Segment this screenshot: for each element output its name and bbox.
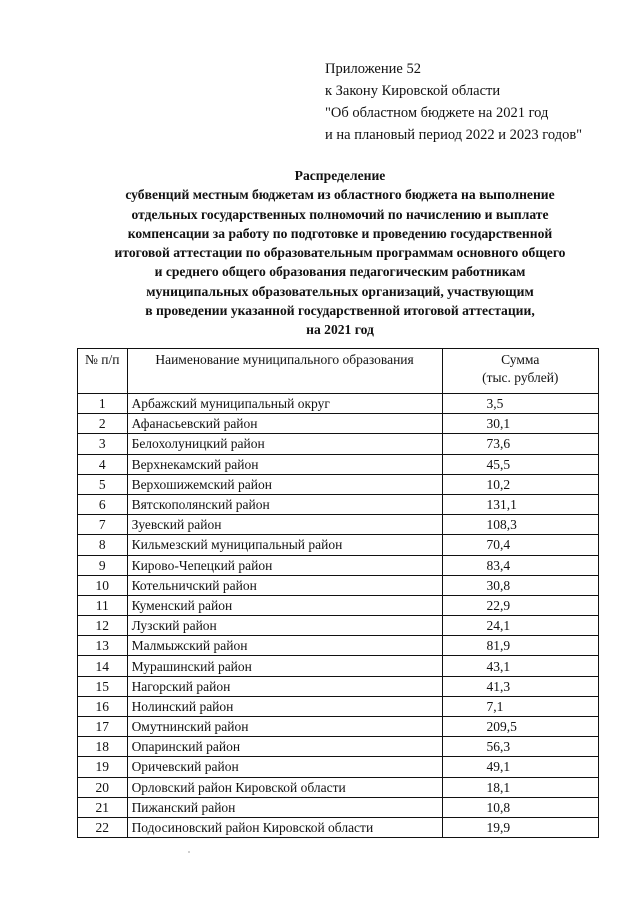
row-num-cell: 19 [78,757,128,777]
table-row [78,434,599,454]
row-num-cell: 10 [78,575,128,595]
row-name-cell: Кильмезский муниципальный район [127,535,442,555]
table-row [78,394,599,414]
row-sum-cell: 41,3 [442,676,598,696]
header-name: Наименование муниципального образования [127,349,442,394]
appendix-line: "Об областном бюджете на 2021 год [325,105,549,121]
row-sum-cell: 10,2 [442,474,598,494]
table-row [78,757,599,777]
row-sum-cell: 45,5 [442,454,598,474]
row-num-cell: 20 [78,777,128,797]
row-name-cell: Арбажский муниципальный округ [127,394,442,414]
appendix-line: к Закону Кировской области [325,83,501,99]
row-name-cell: Нагорский район [127,676,442,696]
row-sum-cell: 18,1 [442,777,598,797]
row-sum-cell: 70,4 [442,535,598,555]
row-name-cell: Подосиновский район Кировской области [127,817,442,837]
table-row [78,717,599,737]
header-sum [442,349,598,394]
title-line: Распределение [294,168,386,183]
title-line: субвенций местным бюджетам из областного бюджета на выполнение [125,187,555,203]
table-row [78,737,599,757]
row-sum-cell: 108,3 [442,515,598,535]
header-sum-line2: (тыс. рублей) [482,370,559,385]
title-line: на 2021 год [306,322,374,338]
row-num-cell: 9 [78,555,128,575]
row-num-cell: 22 [78,817,128,837]
row-num-cell: 11 [78,595,128,615]
row-name-cell: Верхнекамский район [127,454,442,474]
table-row [78,696,599,716]
row-num-cell: 7 [78,515,128,535]
row-name-cell: Белохолуницкий район [127,434,442,454]
table-row [78,676,599,696]
header-num: № п/п [78,349,128,394]
row-name-cell: Пижанский район [127,797,442,817]
row-num-cell: 3 [78,434,128,454]
subvention-table [77,348,599,838]
row-num-cell: 13 [78,636,128,656]
row-sum-cell: 24,1 [442,616,598,636]
row-name-cell: Зуевский район [127,515,442,535]
row-sum-cell: 209,5 [442,717,598,737]
table-row [78,616,599,636]
row-name-cell: Нолинский район [127,696,442,716]
row-name-cell: Куменский район [127,595,442,615]
row-num-cell: 15 [78,676,128,696]
row-name-cell: Малмыжский район [127,636,442,656]
row-sum-cell: 10,8 [442,797,598,817]
row-name-cell: Омутнинский район [127,717,442,737]
row-num-cell: 16 [78,696,128,716]
row-name-cell: Опаринский район [127,737,442,757]
row-name-cell: Лузский район [127,616,442,636]
row-sum-cell: 30,8 [442,575,598,595]
table-row [78,656,599,676]
table-row [78,515,599,535]
row-sum-cell: 49,1 [442,757,598,777]
row-name-cell: Кирово-Чепецкий район [127,555,442,575]
table-row [78,595,599,615]
table-row [78,474,599,494]
table-row [78,454,599,474]
row-num-cell: 4 [78,454,128,474]
row-name-cell: Орловский район Кировской области [127,777,442,797]
table-row [78,535,599,555]
table-row [78,636,599,656]
row-name-cell: Верхошижемский район [127,474,442,494]
document-title [40,166,640,340]
title-line: муниципальных образовательных организаций, участвующим [146,283,534,299]
row-sum-cell: 3,5 [442,394,598,414]
row-sum-cell: 56,3 [442,737,598,757]
title-line: и среднего общего образования педагогическим работникам [154,264,526,280]
row-sum-cell: 131,1 [442,494,598,514]
row-sum-cell: 30,1 [442,414,598,434]
row-sum-cell: 83,4 [442,555,598,575]
row-num-cell: 14 [78,656,128,676]
row-name-cell: Оричевский район [127,757,442,777]
table-row [78,797,599,817]
table-row [78,414,599,434]
row-name-cell: Котельничский район [127,575,442,595]
table-row [78,817,599,837]
row-num-cell: 21 [78,797,128,817]
row-sum-cell: 7,1 [442,696,598,716]
row-sum-cell: 19,9 [442,817,598,837]
appendix-line: Приложение 52 [325,61,421,77]
row-num-cell: 6 [78,494,128,514]
title-line: отдельных государственных полномочий по начислению и выплате [131,206,549,222]
title-line: компенсации за работу по подготовке и проведению государственной [127,225,553,241]
row-sum-cell: 22,9 [442,595,598,615]
appendix-header [325,58,582,146]
row-num-cell: 1 [78,394,128,414]
row-num-cell: 17 [78,717,128,737]
row-num-cell: 5 [78,474,128,494]
row-name-cell: Афанасьевский район [127,414,442,434]
row-name-cell: Вятскополянский район [127,494,442,514]
table-body [78,394,599,838]
row-num-cell: 12 [78,616,128,636]
title-line: итоговой аттестации по образовательным программам основного общего [114,245,566,261]
title-line: в проведении указанной государственной итоговой аттестации, [145,303,535,319]
row-sum-cell: 73,6 [442,434,598,454]
table-header-row [78,349,599,394]
scan-speck [188,851,190,853]
table-row [78,555,599,575]
table-row [78,575,599,595]
appendix-line: и на плановый период 2022 и 2023 годов" [325,127,583,143]
row-num-cell: 8 [78,535,128,555]
table-row [78,494,599,514]
row-name-cell: Мурашинский район [127,656,442,676]
row-sum-cell: 43,1 [442,656,598,676]
row-num-cell: 2 [78,414,128,434]
table-row [78,777,599,797]
header-sum-line1: Сумма [501,352,540,367]
row-sum-cell: 81,9 [442,636,598,656]
row-num-cell: 18 [78,737,128,757]
